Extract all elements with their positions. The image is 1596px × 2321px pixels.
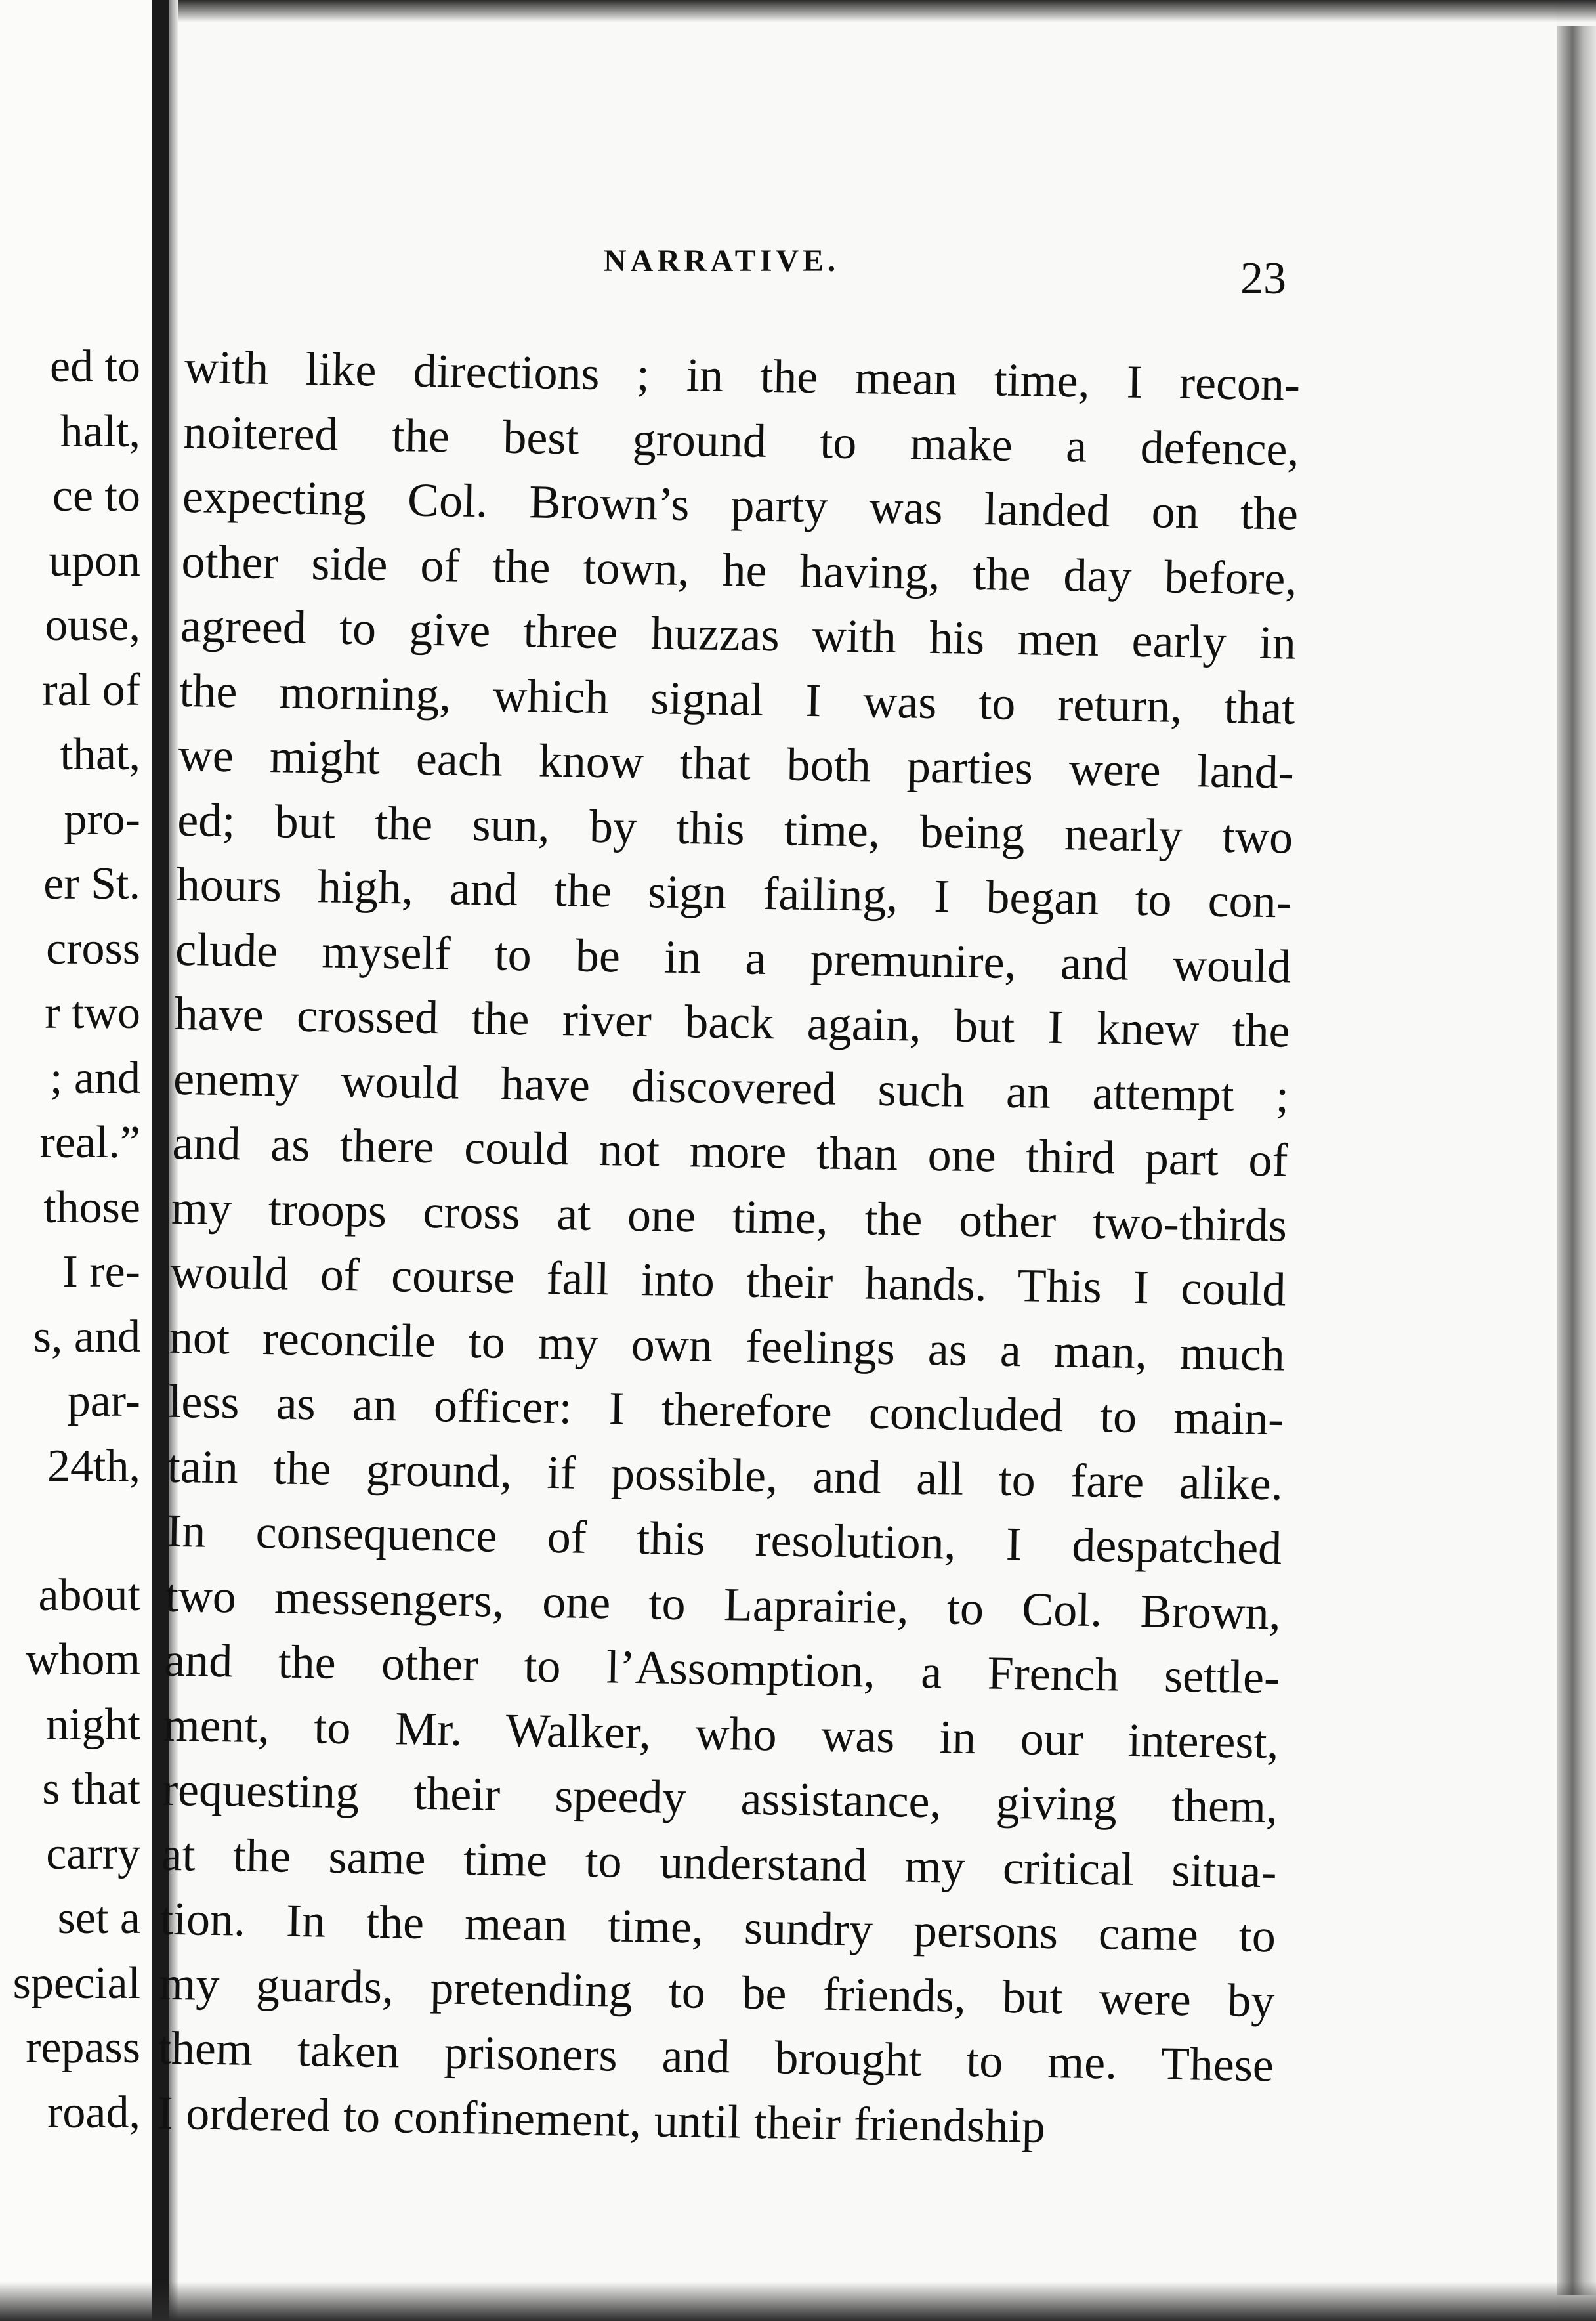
text-line: my troops cross at one time, the other two-thirds	[171, 1181, 1288, 1252]
left-page-line-end: halt,	[60, 406, 140, 457]
top-edge-shadow	[178, 0, 1596, 22]
left-page-line-end: cross	[46, 923, 140, 974]
page-number: 23	[1240, 253, 1286, 304]
text-line: with like directions ; in the mean time, I recon-	[184, 340, 1301, 411]
left-page-line-end: I re-	[62, 1246, 140, 1297]
text-line: would of course fall into their hands. This I could	[169, 1245, 1286, 1316]
text-line: I ordered to confinement, until their friendship	[156, 2086, 1046, 2153]
left-page-line-end: repass	[26, 2022, 140, 2073]
text-line: not reconcile to my own feelings as a man, much	[169, 1310, 1286, 1381]
text-line: have crossed the river back again, but I knew the	[174, 987, 1291, 1057]
left-page-line-end: ce to	[52, 471, 140, 521]
text-line: other side of the town, he having, the day before,	[180, 534, 1298, 605]
running-head: NARRATIVE.	[604, 244, 840, 278]
text-line: agreed to give three huzzas with his men early in	[180, 599, 1297, 670]
text-line: my guards, pretending to be friends, but were by	[158, 1957, 1275, 2027]
text-line: requesting their speedy assistance, giving them,	[161, 1762, 1278, 1833]
bottom-edge-shadow	[0, 2282, 1596, 2321]
text-line: enemy would have discovered such an attempt ;	[173, 1052, 1290, 1122]
text-line: and the other to l’Assomption, a French settle-	[163, 1633, 1280, 1704]
left-page-line-end: upon	[49, 535, 140, 586]
left-page-line-end: s that	[42, 1764, 140, 1814]
text-line: ment, to Mr. Walker, who was in our interest,	[163, 1698, 1280, 1768]
text-line: at the same time to understand my critical situa-	[161, 1827, 1278, 1898]
left-page-line-end: pro-	[64, 794, 140, 845]
text-line: hours high, and the sign failing, I began to con-	[176, 857, 1293, 928]
text-line: In consequence of this resolution, I despatched	[165, 1504, 1282, 1575]
body-text	[157, 335, 1301, 2162]
left-page-line-end: carry	[46, 1828, 140, 1879]
left-page-line-end: set a	[57, 1893, 140, 1944]
left-page-line-end: real.”	[39, 1117, 140, 1168]
text-line: clude myself to be in a premunire, and would	[175, 922, 1292, 993]
text-line: two messengers, one to Laprairie, to Col. Brown,	[165, 1569, 1282, 1639]
left-page-line-end: 24th,	[47, 1440, 140, 1491]
left-page-line-end: about	[38, 1569, 140, 1621]
page-stack-edge	[1557, 26, 1596, 2295]
left-page-line-end: night	[46, 1699, 140, 1750]
left-page-line-end: s, and	[33, 1311, 140, 1362]
text-line: and as there could not more than one third part of	[172, 1116, 1289, 1187]
left-page-line-end: whom	[26, 1634, 140, 1685]
text-line: ed; but the sun, by this time, being nearly two	[177, 793, 1293, 864]
left-page-fragment	[0, 0, 152, 2321]
text-line: tain the ground, if possible, and all to fare alike.	[167, 1439, 1284, 1510]
text-line: them taken prisoners and brought to me. These	[158, 2021, 1274, 2092]
left-page-line-end: those	[43, 1182, 140, 1233]
text-line: less as an officer: I therefore concluded to main-	[167, 1374, 1284, 1445]
text-line: we might each know that both parties were land-	[178, 728, 1295, 799]
left-page-line-end: ; and	[49, 1052, 140, 1103]
left-page-line-end: ed to	[49, 341, 140, 392]
left-page-line-end: par-	[67, 1376, 140, 1426]
left-page-line-end: road,	[47, 2087, 140, 2138]
left-page-line-end: special	[12, 1957, 140, 2009]
left-page-line-end: ral of	[42, 664, 140, 715]
left-page-line-end: ouse,	[45, 600, 140, 650]
left-page-line-end: er St.	[43, 859, 140, 909]
left-page-line-end: that,	[60, 729, 140, 780]
text-line: tion. In the mean time, sundry persons came to	[159, 1892, 1276, 1963]
text-line: expecting Col. Brown’s party was landed on the	[182, 469, 1299, 540]
text-line: the morning, which signal I was to return, that	[178, 664, 1295, 735]
left-page-line-end: r two	[45, 988, 140, 1038]
text-line: noitered the best ground to make a defence,	[183, 405, 1300, 476]
